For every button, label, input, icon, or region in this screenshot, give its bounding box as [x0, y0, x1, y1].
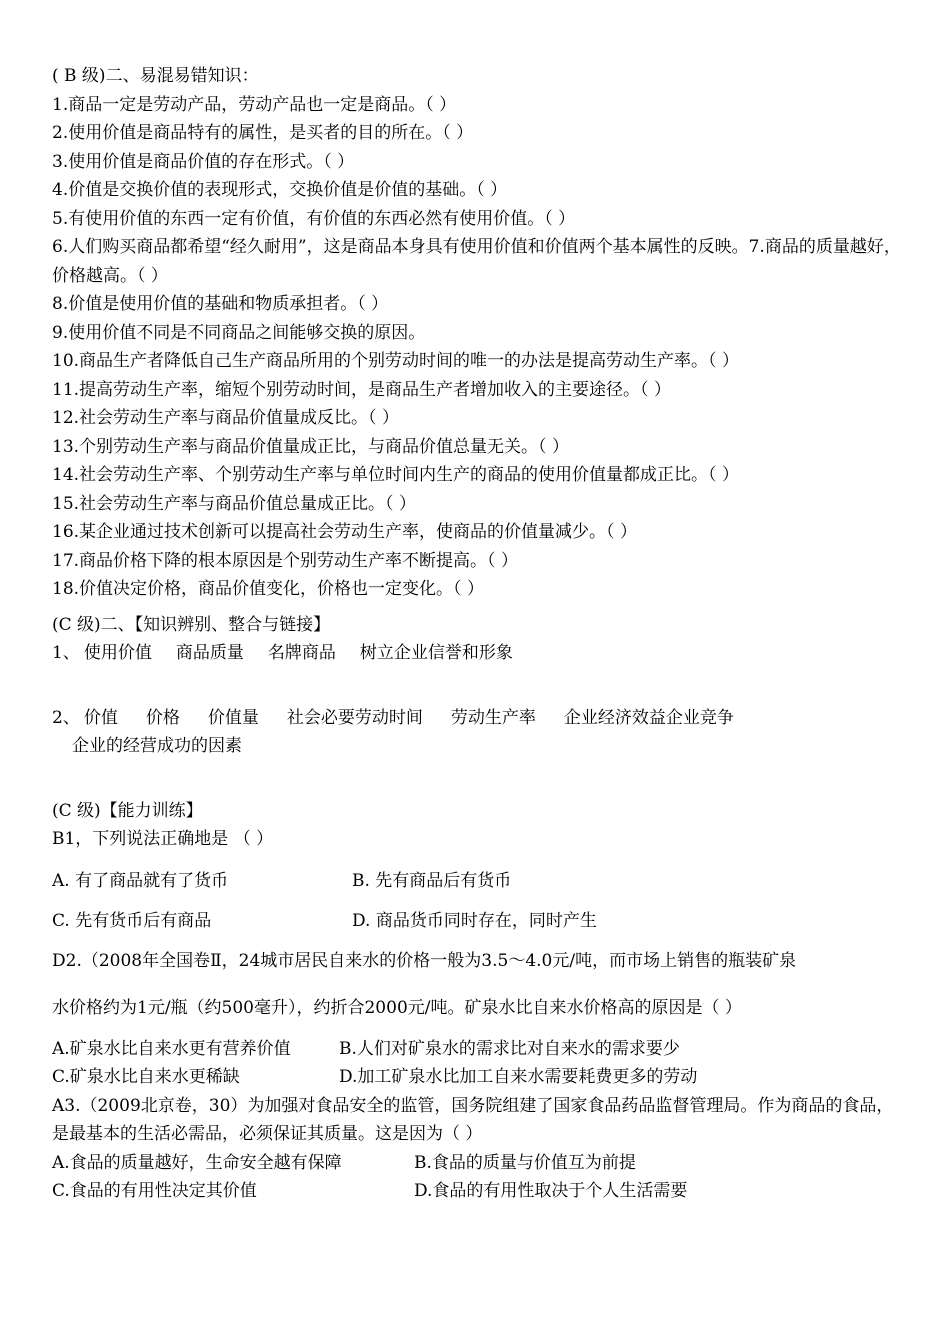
list-item: 18.价值决定价格，商品价值变化，价格也一定变化。（ ） [52, 579, 484, 599]
term: 价值 [83, 707, 118, 728]
option: D.食品的有用性取决于个人生活需要 [414, 1181, 688, 1201]
option-row [52, 1035, 902, 1064]
question-stem: D2.（2008年全国卷Ⅱ，24城市居民自来水的价格一般为3.5～4.0元/吨，而市场上销售的瓶装矿泉 [52, 950, 797, 971]
option-row [52, 1149, 902, 1178]
section-c2-heading: (C 级)【能力训练】 [52, 800, 203, 821]
list-item: 12.社会劳动生产率与商品价值量成反比。（ ） [52, 408, 399, 428]
term: 名牌商品 [267, 643, 336, 663]
list-item: 5.有使用价值的东西一定有价值，有价值的东西必然有使用价值。（ ） [52, 208, 576, 229]
list-item: 11.提高劳动生产率，缩短个别劳动时间，是商品生产者增加收入的主要途径。（ ） [52, 379, 671, 400]
term: 树立企业信誉和形象 [359, 643, 513, 663]
question-stem: 水价格约为1元/瓶（约500毫升），约折合2000元/吨。矿泉水比自来水价格高的原因是（ ） [52, 997, 742, 1018]
list-item: 9.使用价值不同是不同商品之间能够交换的原因。 [52, 322, 426, 343]
term-row-2-continuation: 企业的经营成功的因素 [72, 736, 242, 756]
list-item: 15.社会劳动生产率与商品价值总量成正比。（ ） [52, 493, 416, 514]
term: 社会必要劳动时间 [286, 707, 423, 728]
list-item: 4.价值是交换价值的表现形式，交换价值是价值的基础。（ ） [52, 180, 508, 200]
option: B. 先有商品后有货币 [352, 870, 512, 891]
list-item: 14.社会劳动生产率、个别劳动生产率与单位时间内生产的商品的使用价值量都成正比。（ ） [52, 465, 739, 485]
list-item: 10.商品生产者降低自己生产商品所用的个别劳动时间的唯一的办法是提高劳动生产率。（ ） [52, 351, 739, 371]
term: 劳动生产率 [450, 707, 536, 728]
question-stem: A3.（2009北京卷，30）为加强对食品安全的监管，国务院组建了国家食品药品监督管理局。作为商品的食品，是最基本的生活必需品，必须保证其质量。这是因为（ ） [52, 1095, 894, 1144]
list-item: 16.某企业通过技术创新可以提高社会劳动生产率，使商品的价值量减少。（ ） [52, 522, 637, 542]
option-row [52, 1177, 902, 1206]
option: C. 先有货币后有商品 [52, 910, 212, 931]
list-item: 2.使用价值是商品特有的属性，是买者的目的所在。（ ） [52, 123, 474, 143]
option: A.食品的质量越好，生命安全越有保障 [52, 1152, 342, 1173]
option-row [52, 1063, 902, 1092]
term: 企业经济效益企业竞争 [563, 707, 734, 728]
list-item: 13.个别劳动生产率与商品价值量成正比，与商品价值总量无关。（ ） [52, 436, 569, 457]
term: 价值量 [207, 707, 259, 728]
term: 价格 [145, 707, 180, 728]
option: B.人们对矿泉水的需求比对自来水的需求要少 [339, 1038, 680, 1059]
section-c1-heading: (C 级)二、【知识辨别、整合与链接】 [52, 614, 331, 635]
list-item: 17.商品价格下降的根本原因是个别劳动生产率不断提高。（ ） [52, 550, 518, 571]
section-b-heading: ( B 级)二、易混易错知识： [52, 66, 259, 86]
option: B.食品的质量与价值互为前提 [414, 1152, 636, 1173]
option-row [52, 861, 902, 901]
option: A. 有了商品就有了货币 [52, 870, 229, 891]
document-page [52, 62, 902, 1206]
term-row-prefix: 1、 [52, 643, 80, 663]
option-row [52, 901, 902, 941]
term: 使用价值 [83, 643, 152, 663]
list-item: 3.使用价值是商品价值的存在形式。（ ） [52, 151, 355, 172]
list-item: 8.价值是使用价值的基础和物质承担者。（ ） [52, 294, 389, 314]
term-row-prefix: 2、 [52, 707, 80, 728]
term-row-2 [52, 704, 902, 733]
option: C.矿泉水比自来水更稀缺 [52, 1067, 240, 1087]
option: A.矿泉水比自来水更有营养价值 [52, 1038, 291, 1059]
question-stem: B1，下列说法正确地是 （ ） [52, 829, 274, 849]
list-item: 1.商品一定是劳动产品，劳动产品也一定是商品。（ ） [52, 94, 457, 115]
list-item: 6.人们购买商品都希望“经久耐用”，这是商品本身具有使用价值和价值两个基本属性的反映。7.商品的质量越好，价格越高。（ ） [52, 237, 901, 286]
term-row-1 [52, 639, 902, 668]
option: C.食品的有用性决定其价值 [52, 1181, 257, 1201]
option: D.加工矿泉水比加工自来水需要耗费更多的劳动 [339, 1067, 698, 1087]
option: D. 商品货币同时存在，同时产生 [352, 910, 597, 931]
term: 商品质量 [175, 643, 244, 663]
